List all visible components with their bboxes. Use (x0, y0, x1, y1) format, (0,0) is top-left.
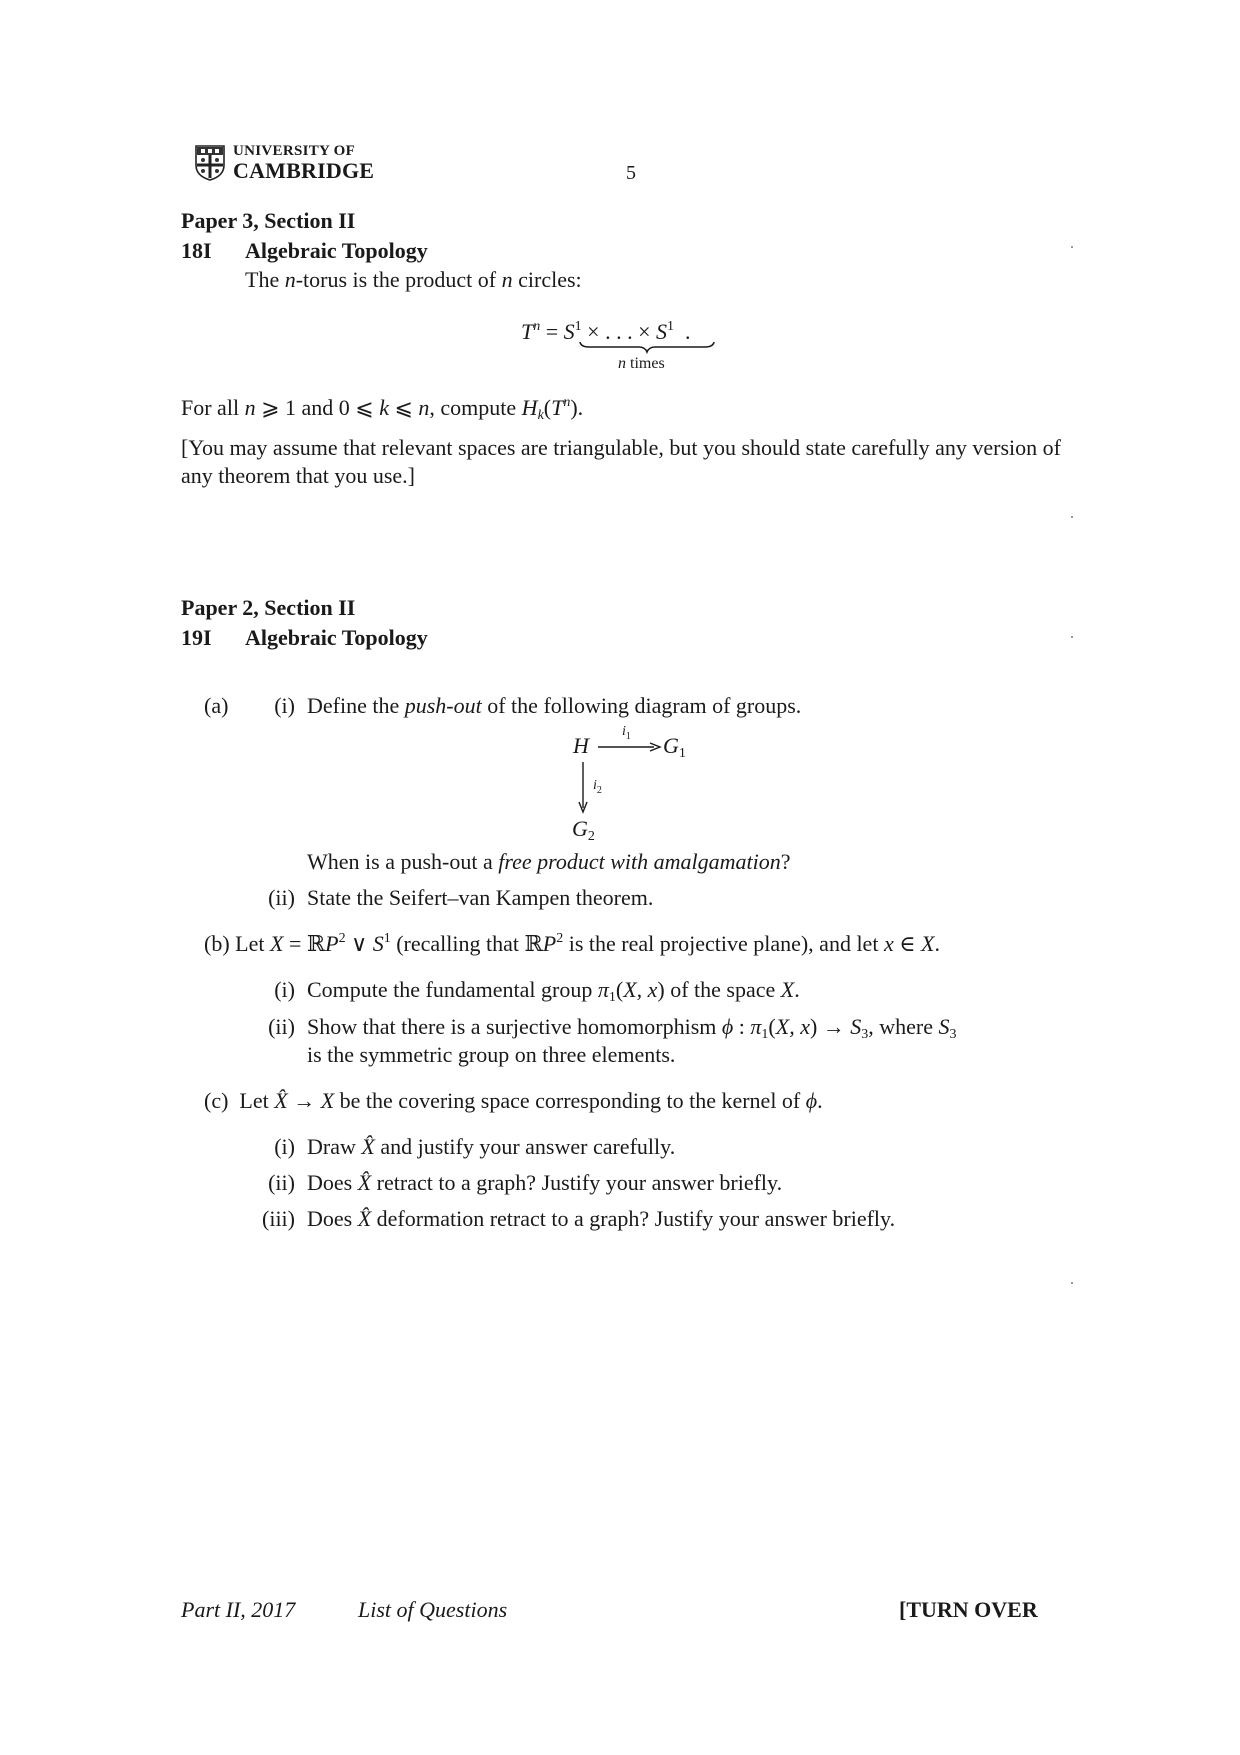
part-b-ii-text: Show that there is a surjective homomorphism ϕ : $\pi_1(X$, $x) \to S_3$, where $S_3$ (307, 1014, 957, 1042)
q19-paper-heading: Paper 2, Section II (181, 595, 356, 620)
part-a-label: (a) (204, 693, 229, 718)
part-b-i-label: (i) (274, 977, 295, 1002)
diagram-H: H (573, 733, 589, 758)
part-b-ii-line2: is the symmetric group on three elements. (307, 1042, 676, 1067)
q18-task: For all n ⩾ 1 and 0 ⩽ k ⩽ n, compute $H_k(T^n)$. (181, 395, 584, 423)
part-b-text: (b) Let X = ℝP$^2$ ∨ $S^1$ (recalling that ℝP$^2$ is the real projective plane), and let x ∈ X. (204, 931, 940, 956)
crest-icon (195, 145, 225, 181)
diagram-arrow-horizontal (598, 741, 662, 753)
part-c-text: (c) Let X̂ → X be the covering space corresponding to the kernel of ϕ. (204, 1088, 823, 1113)
footer-list: List of Questions (358, 1597, 508, 1622)
margin-dot (1071, 636, 1073, 638)
q18-intro: The n-torus is the product of n circles: (245, 267, 582, 292)
margin-dot (1071, 246, 1073, 248)
part-c-i-label: (i) (274, 1134, 295, 1159)
part-a-i-label: (i) (274, 693, 295, 718)
university-logo (195, 144, 374, 182)
q18-number: 18I (181, 238, 212, 263)
university-line1: UNIVERSITY OF (233, 143, 356, 159)
diagram-i1-label: $i_1$ (622, 724, 631, 742)
part-c-ii-text: Does X̂ retract to a graph? Justify your answer briefly. (307, 1170, 783, 1195)
part-c-ii-label: (ii) (268, 1170, 295, 1195)
diagram-G1: $G_1$ (663, 733, 686, 761)
margin-dot (1071, 1282, 1073, 1284)
diagram-i2-label: $i_2$ (593, 778, 602, 796)
part-b-i-text: Compute the fundamental group $\pi_1(X$, x) of the space X. (307, 977, 800, 1005)
part-c-i-text: Draw X̂ and justify your answer carefully. (307, 1134, 676, 1159)
footer-turn-over: [TURN OVER (899, 1597, 1038, 1622)
q18-title-line (181, 238, 428, 264)
part-c-iii-label: (iii) (262, 1206, 295, 1231)
q18-paper-heading: Paper 3, Section II (181, 208, 356, 233)
q19-title-line (181, 625, 428, 651)
q18-title: Algebraic Topology (245, 238, 428, 263)
part-a-ii-label: (ii) (268, 885, 295, 910)
q19-number: 19I (181, 625, 212, 650)
part-a-when: When is a push-out a free product with amalgamation? (307, 849, 791, 874)
underbrace-label: n times (618, 355, 665, 372)
margin-dot (1071, 516, 1073, 518)
part-c-iii-text: Does X̂ deformation retract to a graph? Justify your answer briefly. (307, 1206, 896, 1231)
footer-part: Part II, 2017 (181, 1597, 296, 1622)
q18-note: [You may assume that relevant spaces are triangulable, but you should state carefully any version of any theorem that you use.] (181, 435, 1061, 488)
diagram-G2: $G_2$ (572, 816, 595, 844)
torus-equation: $T^n = S^1$ × . . . × $S^1$ . (521, 319, 691, 344)
part-b-ii-label: (ii) (268, 1014, 295, 1039)
page-number: 5 (626, 162, 636, 184)
diagram-arrow-vertical (577, 762, 589, 814)
university-line2: CAMBRIDGE (233, 158, 375, 183)
underbrace (579, 340, 715, 354)
q19-title: Algebraic Topology (245, 625, 428, 650)
part-a-ii-text: State the Seifert–van Kampen theorem. (307, 885, 654, 910)
part-a-i-text: Define the push-out of the following diagram of groups. (307, 693, 802, 718)
